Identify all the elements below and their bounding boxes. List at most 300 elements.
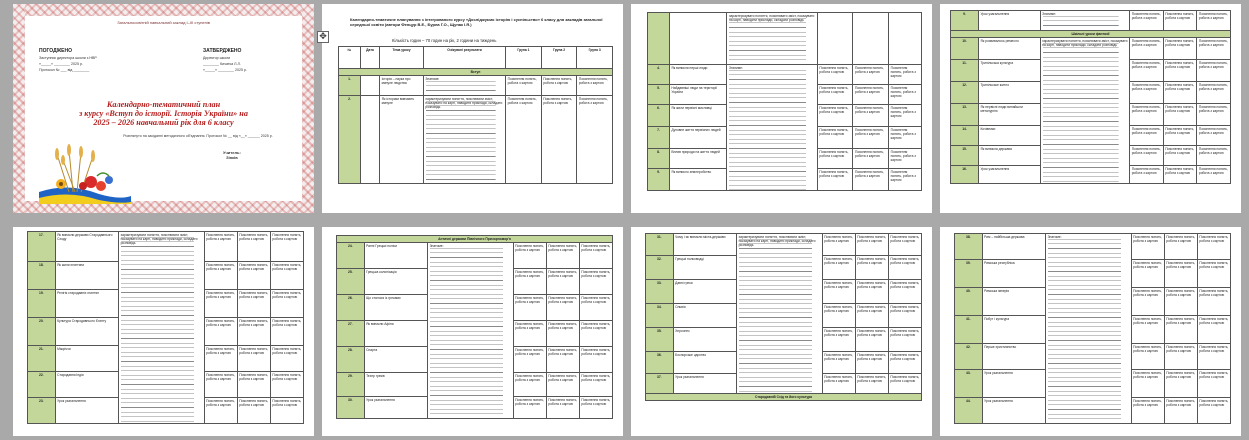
- group-cell: Пояснення понять, робота з картою: [822, 328, 855, 352]
- group-cell: Пояснення понять, робота з картою: [237, 290, 270, 318]
- group-cell: Пояснення понять, робота з картою: [1197, 60, 1231, 82]
- group-cell: Пояснення понять, робота з картою: [546, 397, 579, 419]
- group-cell: Пояснення понять, робота з картою: [237, 262, 270, 290]
- expected-results: характеризувати поняття, пояснювати зміст, показувати на карті, наводити приклади, складати розповідь: [119, 232, 205, 424]
- group-cell: Пояснення понять, робота з картою: [1197, 288, 1230, 316]
- group-cell: Пояснення понять, робота з картою: [1130, 166, 1164, 184]
- group-cell: Пояснення понять, робота з картою: [1164, 316, 1197, 344]
- group-cell: Пояснення понять, робота з картою: [1197, 146, 1231, 166]
- group-cell: [853, 13, 889, 65]
- ornament-border-top: [13, 4, 314, 16]
- teacher-label: Учитель:: [223, 150, 241, 155]
- lesson-number: 43.: [955, 370, 983, 398]
- group-cell: Пояснення понять, робота з картою: [853, 149, 889, 169]
- group-cell: Пояснення понять, робота з картою: [237, 232, 270, 262]
- lesson-number: 18.: [28, 262, 56, 290]
- group-cell: Пояснення понять, робота з картою: [853, 169, 889, 191]
- page-4[interactable]: [940, 4, 1241, 213]
- cover-title-line: Календарно-тематичний план: [106, 100, 221, 109]
- group-cell: Пояснення понять, робота з картою: [579, 347, 612, 373]
- section-band-row: [951, 31, 1231, 38]
- group-cell: Пояснення понять, робота з картою: [855, 352, 888, 374]
- group-cell: Пояснення понять, робота з картою: [546, 347, 579, 373]
- approval-line: ________ Кичатка Л.Л.: [203, 62, 241, 66]
- group-cell: Пояснення понять, робота з картою: [1130, 126, 1164, 146]
- group-cell: Пояснення понять, робота з картою: [855, 328, 888, 352]
- table-row: [646, 234, 922, 256]
- table-row: [28, 232, 304, 262]
- group-cell: [889, 13, 922, 65]
- group-cell: Пояснення понять, робота з картою: [1131, 344, 1164, 370]
- approval-line: «_____» ________ 2025 р.: [39, 62, 83, 66]
- column-header: Тема уроку: [380, 47, 424, 69]
- lesson-number: 41.: [955, 316, 983, 344]
- lesson-number: 38.: [955, 234, 983, 260]
- lesson-topic: Рим – найбільша держава: [982, 234, 1045, 260]
- group-cell: Пояснення понять, робота з картою: [1197, 260, 1230, 288]
- group-cell: Пояснення понять, робота з картою: [822, 256, 855, 280]
- plan-table: [954, 233, 1231, 424]
- lesson-topic: Що сталося із греками: [364, 295, 427, 321]
- cover-title: [63, 100, 264, 127]
- group-cell: Пояснення понять, робота з картою: [270, 318, 303, 346]
- group-cell: Пояснення понять, робота з картою: [1197, 234, 1230, 260]
- group-cell: Пояснення понять, робота з картою: [270, 290, 303, 318]
- group-cell: Пояснення понять, робота з картою: [817, 85, 853, 105]
- group-cell: Пояснення понять, робота з картою: [546, 295, 579, 321]
- lesson-number: 32.: [646, 256, 674, 280]
- table-row: [648, 13, 922, 65]
- group-cell: Пояснення понять, робота з картою: [853, 127, 889, 149]
- lesson-topic: Як первісні люди винайшли металургію: [979, 104, 1041, 126]
- group-cell: Пояснення понять, робота з картою: [1163, 82, 1197, 104]
- group-cell: Пояснення понять, робота з картою: [546, 243, 579, 269]
- cover-title-line: 2025 – 2026 навчальний рік для 6 класу: [93, 118, 234, 127]
- table-row: [648, 65, 922, 85]
- expected-results: характеризувати поняття, пояснювати зміст, показувати на карті, наводити приклади, складати розповідь: [737, 234, 823, 394]
- lesson-topic: Як виникло землеробство: [669, 169, 727, 191]
- expected-results: характеризувати поняття, пояснювати зміст, показувати на карті, наводити приклади, складати розповідь: [727, 13, 817, 65]
- group-cell: Пояснення понять, робота з картою: [889, 105, 922, 127]
- table-row: [951, 11, 1231, 31]
- group-cell: Пояснення понять, робота з картою: [1130, 146, 1164, 166]
- group-cell: Пояснення понять, робота з картою: [513, 321, 546, 347]
- section-band: Вступ: [339, 69, 613, 76]
- lesson-topic: Театр греків: [364, 373, 427, 397]
- group-cell: Пояснення понять, робота з картою: [822, 304, 855, 328]
- group-cell: Пояснення понять, робота з картою: [1163, 146, 1197, 166]
- group-cell: Пояснення понять, робота з картою: [541, 96, 577, 184]
- lesson-number: 2.: [339, 96, 361, 184]
- group-cell: Пояснення понять, робота з картою: [1197, 11, 1231, 31]
- page-cover[interactable]: [13, 4, 314, 213]
- lesson-topic: Перше християнство: [982, 344, 1045, 370]
- lesson-topic: Як виникли перші люди: [669, 65, 727, 85]
- table-row: [955, 234, 1231, 260]
- lesson-topic: Боспорське царство: [673, 352, 736, 374]
- section-band: Античні держави Північного Причорномор'я: [337, 236, 613, 243]
- plan-table: [950, 10, 1231, 184]
- group-cell: Пояснення понять, робота з картою: [888, 280, 921, 304]
- approval-title: ПОГОДЖЕНО: [39, 48, 72, 54]
- group-cell: Пояснення понять, робота з картою: [817, 169, 853, 191]
- group-cell: Пояснення понять, робота з картою: [1163, 104, 1197, 126]
- group-cell: Пояснення понять, робота з картою: [546, 269, 579, 295]
- group-cell: Пояснення понять, робота з картою: [1163, 166, 1197, 184]
- approval-title: ЗАТВЕРДЖЕНО: [203, 48, 242, 54]
- lesson-number: 22.: [28, 372, 56, 398]
- lesson-topic: Ольвія: [673, 304, 736, 328]
- group-cell: Пояснення понять, робота з картою: [1164, 370, 1197, 398]
- group-cell: Пояснення понять, робота з картою: [1197, 398, 1230, 424]
- lesson-topic: Як жили єгиптяни: [55, 262, 118, 290]
- teacher-name: Зінків: [226, 155, 238, 160]
- cover-teacher: [223, 150, 241, 160]
- cover-school-note: Загальноосвітній навчальний заклад І–ІІІ ступенів: [117, 20, 210, 25]
- group-cell: Пояснення понять, робота з картою: [237, 398, 270, 424]
- lesson-number: 24.: [337, 243, 365, 269]
- group-cell: Пояснення понять, робота з картою: [855, 256, 888, 280]
- lesson-topic: Як виникла держава: [979, 146, 1041, 166]
- lesson-number: 21.: [28, 346, 56, 372]
- group-cell: Пояснення понять, робота з картою: [1130, 38, 1164, 60]
- group-cell: Пояснення понять, робота з картою: [1197, 126, 1231, 146]
- group-cell: Пояснення понять, робота з картою: [237, 318, 270, 346]
- lesson-number: 36.: [646, 352, 674, 374]
- group-cell: Пояснення понять, робота з картою: [577, 96, 613, 184]
- approval-line: Заступник директора школи з НВР: [39, 56, 97, 60]
- wheat-bouquet-illustration: [39, 142, 131, 204]
- plan-table: [27, 231, 304, 424]
- lesson-number: 17.: [28, 232, 56, 262]
- lesson-number: 9.: [951, 11, 979, 31]
- date-cell[interactable]: [360, 96, 379, 184]
- group-cell: Пояснення понять, робота з картою: [204, 318, 237, 346]
- group-cell: Пояснення понять, робота з картою: [1131, 260, 1164, 288]
- approval-line: Протокол № ___ від ________: [39, 68, 90, 72]
- group-cell: Пояснення понять, робота з картою: [1131, 316, 1164, 344]
- lesson-topic: Херсонес: [673, 328, 736, 352]
- group-cell: Пояснення понять, робота з картою: [822, 280, 855, 304]
- lesson-topic: Кочівники: [979, 126, 1041, 146]
- group-cell: Пояснення понять, робота з картою: [1197, 316, 1230, 344]
- column-header: Дата: [360, 47, 379, 69]
- table-row: [337, 243, 613, 269]
- group-cell: Пояснення понять, робота з картою: [204, 232, 237, 262]
- group-cell: Пояснення понять, робота з картою: [270, 398, 303, 424]
- lesson-number: 9.: [648, 169, 670, 191]
- lesson-topic: Вплив природи на життя людей: [669, 149, 727, 169]
- group-cell: Пояснення понять, робота з картою: [1163, 38, 1197, 60]
- group-cell: Пояснення понять, робота з картою: [506, 96, 542, 184]
- lesson-topic: Спарта: [364, 347, 427, 373]
- lesson-number: 42.: [955, 344, 983, 370]
- group-cell: Пояснення понять, робота з картою: [579, 373, 612, 397]
- group-cell: Пояснення понять, робота з картою: [855, 304, 888, 328]
- group-cell: Пояснення понять, робота з картою: [1131, 398, 1164, 424]
- cover-subtitle: Розглянуто на засіданні методичного об'єднання. Протокол № __ від «__» ______ 2025 р.: [123, 134, 273, 138]
- lesson-topic: Урок узагальнення: [982, 398, 1045, 424]
- group-cell: Пояснення понять, робота з картою: [1163, 126, 1197, 146]
- lesson-number: 8.: [648, 149, 670, 169]
- group-cell: Пояснення понять, робота з картою: [1197, 344, 1230, 370]
- lesson-number: 1.: [339, 76, 361, 96]
- group-cell: Пояснення понять, робота з картою: [204, 346, 237, 372]
- group-cell: Пояснення понять, робота з картою: [855, 234, 888, 256]
- group-cell: Пояснення понять, робота з картою: [853, 85, 889, 105]
- section-band-row: [337, 236, 613, 243]
- lesson-topic: Ранні Грецькі поліси: [364, 243, 427, 269]
- group-cell: Пояснення понять, робота з картою: [1164, 398, 1197, 424]
- expected-results: характеризувати поняття, пояснювати зміст, показувати на карті, наводити приклади, складати розповідь: [423, 96, 505, 184]
- group-cell: Пояснення понять, робота з картою: [889, 169, 922, 191]
- lesson-number: 11.: [951, 60, 979, 82]
- lesson-number: 12.: [951, 82, 979, 104]
- group-cell: Пояснення понять, робота з картою: [888, 234, 921, 256]
- column-header: №: [339, 47, 361, 69]
- lesson-topic: [669, 13, 727, 65]
- lesson-topic: Урок узагальнення: [55, 398, 118, 424]
- lesson-topic: Найдавніші люди на території України: [669, 85, 727, 105]
- plan-table: [645, 233, 922, 401]
- lesson-number: 19.: [28, 290, 56, 318]
- group-cell: Пояснення понять, робота з картою: [1164, 344, 1197, 370]
- lesson-topic: Урок узагальнення: [673, 374, 736, 394]
- lesson-number: 23.: [28, 398, 56, 424]
- page-3[interactable]: [631, 4, 932, 213]
- group-cell: Пояснення понять, робота з картою: [579, 295, 612, 321]
- lesson-topic: Чому і як виникли міста-держави: [673, 234, 736, 256]
- lesson-number: 6.: [648, 105, 670, 127]
- lesson-number: 15.: [951, 146, 979, 166]
- group-cell: Пояснення понять, робота з картою: [855, 374, 888, 394]
- ornament-border-right: [302, 4, 314, 213]
- lesson-topic: Історія – наука про минуле людства: [380, 76, 424, 96]
- group-cell: Пояснення понять, робота з картою: [513, 373, 546, 397]
- lesson-topic: Давні греки: [673, 280, 736, 304]
- expected-results: Знатиме:: [1040, 11, 1130, 31]
- ornament-border-left: [13, 4, 25, 213]
- page-6[interactable]: [322, 227, 623, 436]
- plan-table: [336, 235, 613, 419]
- group-cell: Пояснення понять, робота з картою: [579, 397, 612, 419]
- lesson-topic: Римська імперія: [982, 288, 1045, 316]
- group-cell: Пояснення понять, робота з картою: [577, 76, 613, 96]
- column-header: Очікувані результати: [423, 47, 505, 69]
- lesson-number: 40.: [955, 288, 983, 316]
- group-cell: Пояснення понять, робота з картою: [855, 280, 888, 304]
- lesson-number: 28.: [337, 347, 365, 373]
- group-cell: Пояснення понять, робота з картою: [1130, 82, 1164, 104]
- group-cell: Пояснення понять, робота з картою: [817, 105, 853, 127]
- approval-line: Директор школи: [203, 56, 231, 60]
- lesson-topic: Урок узагальнення: [982, 370, 1045, 398]
- group-cell: Пояснення понять, робота з картою: [579, 269, 612, 295]
- group-cell: Пояснення понять, робота з картою: [817, 149, 853, 169]
- group-cell: Пояснення понять, робота з картою: [513, 295, 546, 321]
- page-2[interactable]: [322, 4, 623, 213]
- group-cell: Пояснення понять, робота з картою: [889, 65, 922, 85]
- lesson-number: 37.: [646, 374, 674, 394]
- expected-results: Знатиме:: [727, 65, 817, 191]
- lesson-number: 27.: [337, 321, 365, 347]
- lesson-topic: Міжріччя: [55, 346, 118, 372]
- group-cell: Пояснення понять, робота з картою: [541, 76, 577, 96]
- page-8[interactable]: [940, 227, 1241, 436]
- lesson-topic: Трипільська культура: [979, 60, 1041, 82]
- group-cell: Пояснення понять, робота з картою: [579, 321, 612, 347]
- lesson-number: 39.: [955, 260, 983, 288]
- lesson-number: 30.: [337, 397, 365, 419]
- group-cell: Пояснення понять, робота з картою: [817, 127, 853, 149]
- group-cell: Пояснення понять, робота з картою: [579, 243, 612, 269]
- group-cell: Пояснення понять, робота з картою: [513, 347, 546, 373]
- group-cell: Пояснення понять, робота з картою: [546, 373, 579, 397]
- group-cell: Пояснення понять, робота з картою: [513, 269, 546, 295]
- expected-results: Знатиме:: [1046, 234, 1132, 424]
- lesson-number: 31.: [646, 234, 674, 256]
- date-cell[interactable]: [360, 76, 379, 96]
- lesson-topic: Як виникли Афіни: [364, 321, 427, 347]
- group-cell: Пояснення понять, робота з картою: [237, 372, 270, 398]
- group-cell: Пояснення понять, робота з картою: [822, 374, 855, 394]
- lesson-number: 34.: [646, 304, 674, 328]
- group-cell: Пояснення понять, робота з картою: [1164, 234, 1197, 260]
- group-cell: Пояснення понять, робота з картою: [822, 352, 855, 374]
- page-7[interactable]: [631, 227, 932, 436]
- group-cell: Пояснення понять, робота з картою: [888, 352, 921, 374]
- document-header: Календарно-тематичне планування з інтегрованого курсу «Досліджуємо історію і суспільство» 6 класу для закладів загальної середньої освіти (автори Фенцур В.Е., Бурла Г.О., Щупак І.Я.): [350, 17, 603, 27]
- lesson-number: 7.: [648, 127, 670, 149]
- group-cell: Пояснення понять, робота з картою: [1163, 11, 1197, 31]
- group-cell: Пояснення понять, робота з картою: [1164, 260, 1197, 288]
- group-cell: Пояснення понять, робота з картою: [888, 328, 921, 352]
- lesson-topic: Грецька колонізація: [364, 269, 427, 295]
- group-cell: Пояснення понять, робота з картою: [888, 256, 921, 280]
- group-cell: Пояснення понять, робота з картою: [1197, 82, 1231, 104]
- lesson-topic: Побут і культура: [982, 316, 1045, 344]
- group-cell: Пояснення понять, робота з картою: [1164, 288, 1197, 316]
- column-header: Група 1: [506, 47, 542, 69]
- group-cell: Пояснення понять, робота з картою: [270, 262, 303, 290]
- group-cell: Пояснення понять, робота з картою: [1130, 11, 1164, 31]
- lesson-topic: Урок узагальнення: [364, 397, 427, 419]
- column-header: Група 3: [577, 47, 613, 69]
- group-cell: Пояснення понять, робота з картою: [270, 346, 303, 372]
- lesson-topic: Римська республіка: [982, 260, 1045, 288]
- lesson-number: 10.: [951, 38, 979, 60]
- table-row: [339, 76, 613, 96]
- lesson-number: 35.: [646, 328, 674, 352]
- lesson-number: [648, 13, 670, 65]
- group-cell: Пояснення понять, робота з картою: [889, 127, 922, 149]
- lesson-number: 4.: [648, 65, 670, 85]
- lesson-topic: Як розвивалось ремесло: [979, 38, 1041, 60]
- group-cell: Пояснення понять, робота з картою: [513, 243, 546, 269]
- cover-title-line: з курсу «Вступ до історії. Історія України» на: [79, 109, 248, 118]
- group-cell: Пояснення понять, робота з картою: [270, 372, 303, 398]
- group-cell: Пояснення понять, робота з картою: [1197, 166, 1231, 184]
- table-row: [951, 38, 1231, 60]
- expected-results: характеризувати поняття, пояснювати зміст, показувати на карті, наводити приклади, складати розповідь: [1040, 38, 1130, 184]
- lesson-topic: Духовне життя первісних людей: [669, 127, 727, 149]
- lesson-topic: Релігія стародавніх єгиптян: [55, 290, 118, 318]
- column-header: Група 2: [541, 47, 577, 69]
- plan-table: [338, 46, 613, 184]
- group-cell: Пояснення понять, робота з картою: [513, 397, 546, 419]
- lesson-topic: Урок узагальнення: [979, 11, 1041, 31]
- section-band: Шкільні уроки фантазії: [951, 31, 1231, 38]
- approval-block-right: [203, 48, 298, 72]
- group-cell: Пояснення понять, робота з картою: [889, 85, 922, 105]
- lesson-number: 13.: [951, 104, 979, 126]
- group-cell: Пояснення понять, робота з картою: [853, 105, 889, 127]
- lesson-number: 29.: [337, 373, 365, 397]
- lesson-topic: Як жили первісні мисливці: [669, 105, 727, 127]
- section-band: Стародавній Схід та його культура: [646, 394, 922, 401]
- lesson-topic: Урок узагальнення: [979, 166, 1041, 184]
- section-band-row: [339, 69, 613, 76]
- approval-line: «_____» ________ 2025 р.: [203, 68, 247, 72]
- group-cell: Пояснення понять, робота з картою: [204, 372, 237, 398]
- table-move-handle-icon[interactable]: ✥: [317, 31, 329, 43]
- group-cell: Пояснення понять, робота з картою: [888, 304, 921, 328]
- group-cell: Пояснення понять, робота з картою: [270, 232, 303, 262]
- group-cell: Пояснення понять, робота з картою: [1197, 370, 1230, 398]
- lesson-number: 33.: [646, 280, 674, 304]
- expected-results: Знатиме:: [423, 76, 505, 96]
- group-cell: Пояснення понять, робота з картою: [1197, 104, 1231, 126]
- group-cell: Пояснення понять, робота з картою: [853, 65, 889, 85]
- lesson-number: 5.: [648, 85, 670, 105]
- group-cell: Пояснення понять, робота з картою: [204, 262, 237, 290]
- group-cell: Пояснення понять, робота з картою: [204, 398, 237, 424]
- group-cell: Пояснення понять, робота з картою: [1131, 234, 1164, 260]
- group-cell: Пояснення понять, робота з картою: [1130, 104, 1164, 126]
- lesson-number: 16.: [951, 166, 979, 184]
- approval-block-left: [39, 48, 134, 72]
- lesson-topic: Як виникли держави Стародавнього Сходу: [55, 232, 118, 262]
- group-cell: Пояснення понять, робота з картою: [1131, 370, 1164, 398]
- section-band-row: [646, 394, 922, 401]
- table-row: [339, 96, 613, 184]
- group-cell: Пояснення понять, робота з картою: [1197, 38, 1231, 60]
- lesson-number: 26.: [337, 295, 365, 321]
- lesson-number: 25.: [337, 269, 365, 295]
- plan-table: [647, 12, 922, 191]
- hours-line: Кількість годин – 70 годин на рік, 2 години на тиждень: [392, 38, 497, 43]
- group-cell: Пояснення понять, робота з картою: [888, 374, 921, 394]
- group-cell: Пояснення понять, робота з картою: [889, 149, 922, 169]
- lesson-topic: Як історики вивчають минуле: [380, 96, 424, 184]
- group-cell: Пояснення понять, робота з картою: [546, 321, 579, 347]
- group-cell: Пояснення понять, робота з картою: [506, 76, 542, 96]
- lesson-number: 20.: [28, 318, 56, 346]
- expected-results: Знатиме:: [428, 243, 514, 419]
- group-cell: Пояснення понять, робота з картою: [1163, 60, 1197, 82]
- lesson-topic: Культура Стародавнього Єгипту: [55, 318, 118, 346]
- group-cell: Пояснення понять, робота з картою: [817, 65, 853, 85]
- group-cell: Пояснення понять, робота з картою: [1130, 60, 1164, 82]
- lesson-topic: Стародавня Індія: [55, 372, 118, 398]
- group-cell: Пояснення понять, робота з картою: [822, 234, 855, 256]
- group-cell: Пояснення понять, робота з картою: [204, 290, 237, 318]
- lesson-number: 44.: [955, 398, 983, 424]
- group-cell: [817, 13, 853, 65]
- page-5[interactable]: [13, 227, 314, 436]
- table-header-row: [339, 47, 613, 69]
- lesson-topic: Грецькі полководці: [673, 256, 736, 280]
